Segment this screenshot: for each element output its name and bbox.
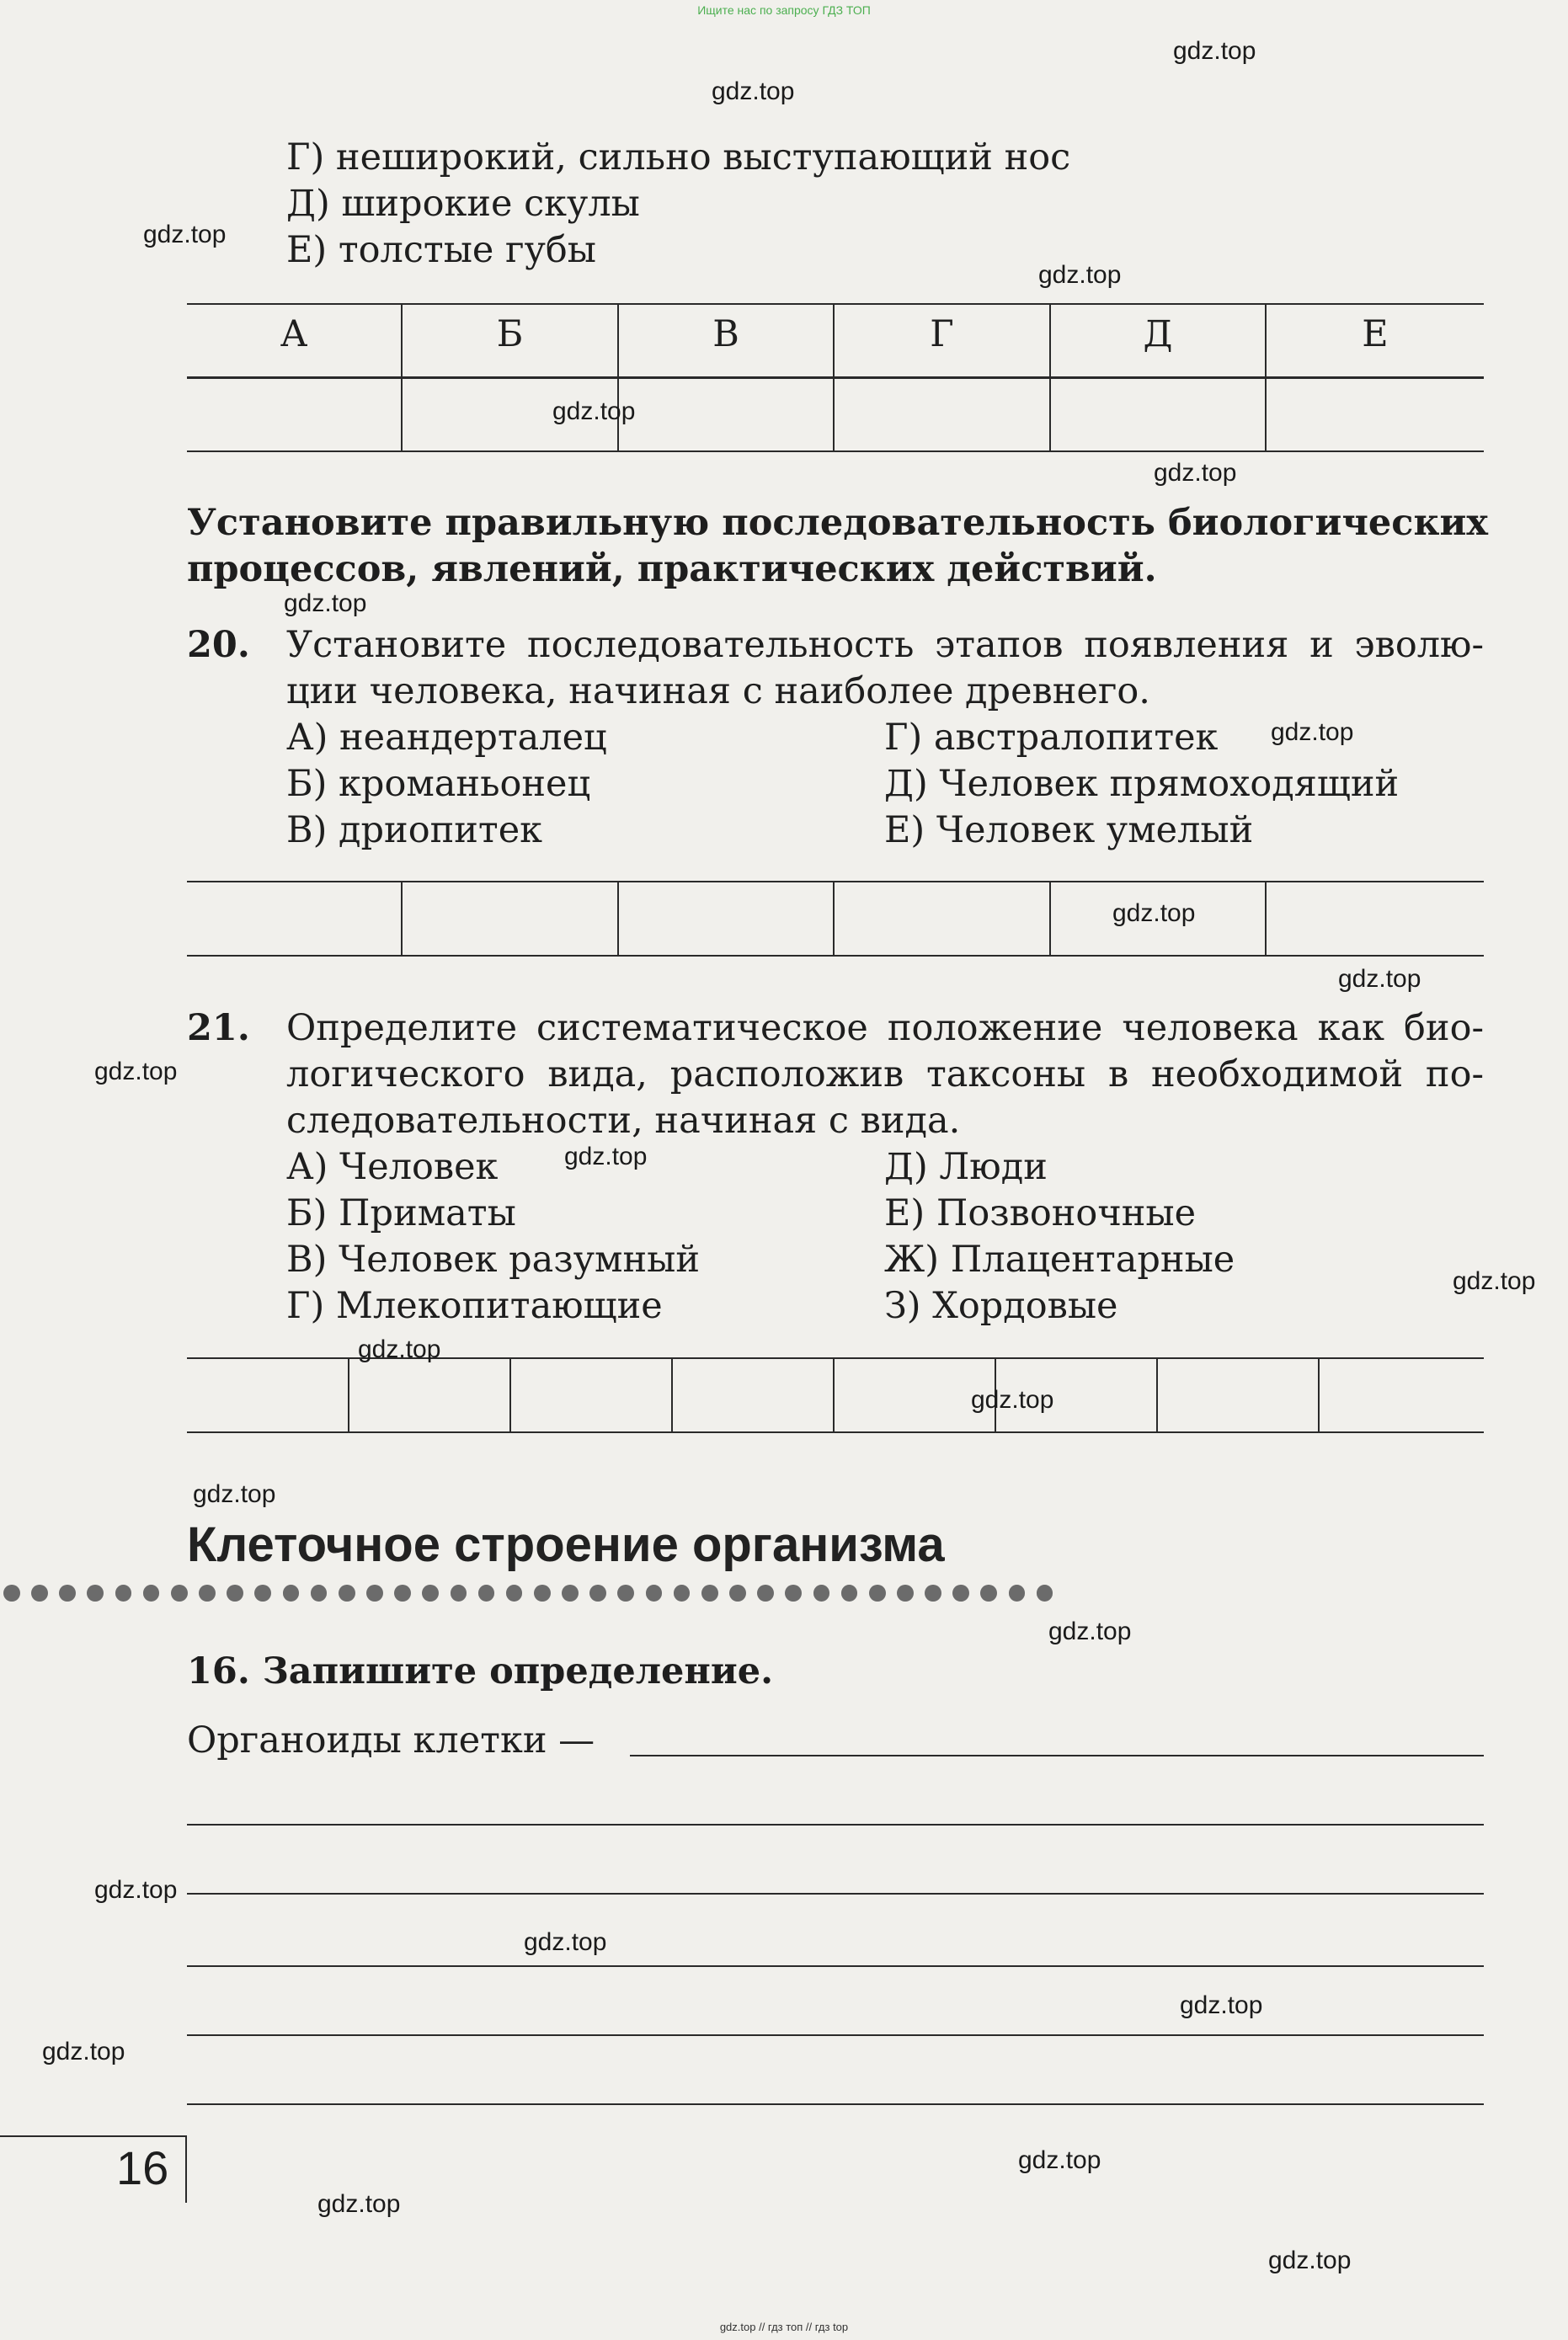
divider-dot (451, 1585, 467, 1602)
divider-dot (617, 1585, 634, 1602)
watermark: gdz.top (193, 1480, 276, 1508)
divider-dot (869, 1585, 886, 1602)
q19-header-a: А (280, 313, 308, 355)
q19-header-g: Г (930, 313, 954, 355)
watermark: gdz.top (1112, 899, 1196, 927)
section-divider-dots (3, 1585, 1064, 1610)
watermark: gdz.top (552, 397, 636, 425)
answer-line-6[interactable] (187, 2103, 1484, 2105)
q20-option-e: Е) Человек умелый (884, 809, 1254, 851)
section-title: Клеточное строение организма (187, 1517, 945, 1572)
q20-text-line-2: ции человека, начиная с наиболее древнего. (286, 670, 1150, 712)
q21-text-line-3: следовательности, начиная с вида. (286, 1100, 961, 1142)
q20-text-line-1: Установите последовательность этапов появления и эволю- (286, 624, 1484, 666)
watermark: gdz.top (1038, 261, 1122, 289)
watermark: gdz.top (317, 2190, 401, 2218)
divider-dot (589, 1585, 606, 1602)
divider-dot (3, 1585, 20, 1602)
divider-dot (171, 1585, 188, 1602)
q21-text-line-1: Определите систематическое положение человека как био- (286, 1007, 1484, 1049)
q20-option-b: Б) кроманьонец (286, 763, 591, 805)
watermark: gdz.top (42, 2038, 125, 2065)
watermark: gdz.top (1338, 965, 1421, 993)
divider-dot (115, 1585, 132, 1602)
q21-text-line-2: логического вида, расположив таксоны в необходимой по- (286, 1053, 1484, 1095)
watermark: gdz.top (1154, 459, 1237, 487)
bottom-notice[interactable]: gdz.top // гдз топ // гдз top (719, 2321, 849, 2333)
answer-line-5[interactable] (187, 2034, 1484, 2036)
divider-dot (729, 1585, 746, 1602)
page-number-border-top (0, 2135, 187, 2137)
q21-option-b: Б) Приматы (286, 1192, 516, 1234)
q21-option-a: А) Человек (286, 1146, 499, 1188)
divider-dot (366, 1585, 383, 1602)
answer-line-2[interactable] (187, 1824, 1484, 1826)
watermark: gdz.top (971, 1386, 1054, 1414)
watermark: gdz.top (564, 1143, 648, 1170)
q16-heading: 16. Запишите определение. (187, 1650, 774, 1692)
divider-dot (701, 1585, 718, 1602)
divider-dot (199, 1585, 216, 1602)
divider-dot (31, 1585, 48, 1602)
divider-dot (506, 1585, 523, 1602)
q20-option-v: В) дриопитек (286, 809, 543, 851)
answer-line-3[interactable] (187, 1893, 1484, 1895)
divider-dot (143, 1585, 160, 1602)
watermark: gdz.top (1268, 2247, 1352, 2274)
watermark: gdz.top (1453, 1267, 1536, 1295)
divider-dot (841, 1585, 858, 1602)
watermark: gdz.top (94, 1058, 178, 1085)
watermark: gdz.top (143, 221, 227, 248)
q16-prompt: Органоиды клетки — (187, 1719, 595, 1762)
instruction-line-1: Установите правильную последовательность биологических (187, 502, 1489, 544)
divider-dot (227, 1585, 243, 1602)
page-number-border-right (185, 2135, 187, 2203)
divider-dot (757, 1585, 774, 1602)
answer-line-1[interactable] (630, 1755, 1484, 1756)
q19-option-e: Е) толстые губы (286, 229, 596, 271)
divider-dot (562, 1585, 579, 1602)
divider-dot (534, 1585, 551, 1602)
watermark: gdz.top (284, 589, 367, 617)
page-number: 16 (116, 2141, 169, 2194)
divider-dot (674, 1585, 691, 1602)
q21-number: 21. (187, 1007, 250, 1049)
divider-dot (311, 1585, 328, 1602)
divider-dot (813, 1585, 830, 1602)
q21-option-e: Е) Позвоночные (884, 1192, 1197, 1234)
q20-option-g: Г) австралопитек (884, 717, 1219, 759)
divider-dot (87, 1585, 104, 1602)
q19-header-v: В (712, 313, 739, 355)
q20-number: 20. (187, 624, 250, 666)
watermark: gdz.top (358, 1335, 441, 1363)
divider-dot (394, 1585, 411, 1602)
watermark: gdz.top (1271, 718, 1354, 746)
watermark: gdz.top (1173, 37, 1256, 65)
divider-dot (478, 1585, 495, 1602)
watermark: gdz.top (712, 77, 795, 105)
answer-line-4[interactable] (187, 1965, 1484, 1967)
q21-option-z: З) Хордовые (884, 1285, 1118, 1327)
divider-dot (283, 1585, 300, 1602)
divider-dot (1037, 1585, 1053, 1602)
divider-dot (59, 1585, 76, 1602)
q21-option-zh: Ж) Плацентарные (884, 1239, 1235, 1281)
divider-dot (1009, 1585, 1026, 1602)
q19-header-d: Д (1143, 313, 1173, 355)
q21-option-g: Г) Млекопитающие (286, 1285, 663, 1327)
q19-header-e: Е (1362, 313, 1389, 355)
q21-option-v: В) Человек разумный (286, 1239, 701, 1281)
q19-header-b: Б (496, 313, 524, 355)
divider-dot (422, 1585, 439, 1602)
q21-option-d: Д) Люди (884, 1146, 1048, 1188)
watermark: gdz.top (1180, 1991, 1263, 2019)
instruction-line-2: процессов, явлений, практических действий. (187, 548, 1157, 590)
q20-option-d: Д) Человек прямоходящий (884, 763, 1400, 805)
divider-dot (646, 1585, 663, 1602)
top-notice[interactable]: Ищите нас по запросу ГДЗ ТОП (697, 3, 871, 17)
watermark: gdz.top (1048, 1618, 1132, 1645)
watermark: gdz.top (94, 1876, 178, 1904)
q19-option-d: Д) широкие скулы (286, 183, 640, 225)
q20-option-a: А) неандерталец (286, 717, 607, 759)
divider-dot (925, 1585, 941, 1602)
watermark: gdz.top (524, 1928, 607, 1956)
divider-dot (980, 1585, 997, 1602)
watermark: gdz.top (1018, 2146, 1101, 2174)
divider-dot (254, 1585, 271, 1602)
divider-dot (952, 1585, 969, 1602)
divider-dot (785, 1585, 802, 1602)
divider-dot (339, 1585, 355, 1602)
divider-dot (897, 1585, 914, 1602)
q19-option-g: Г) неширокий, сильно выступающий нос (286, 136, 1071, 179)
